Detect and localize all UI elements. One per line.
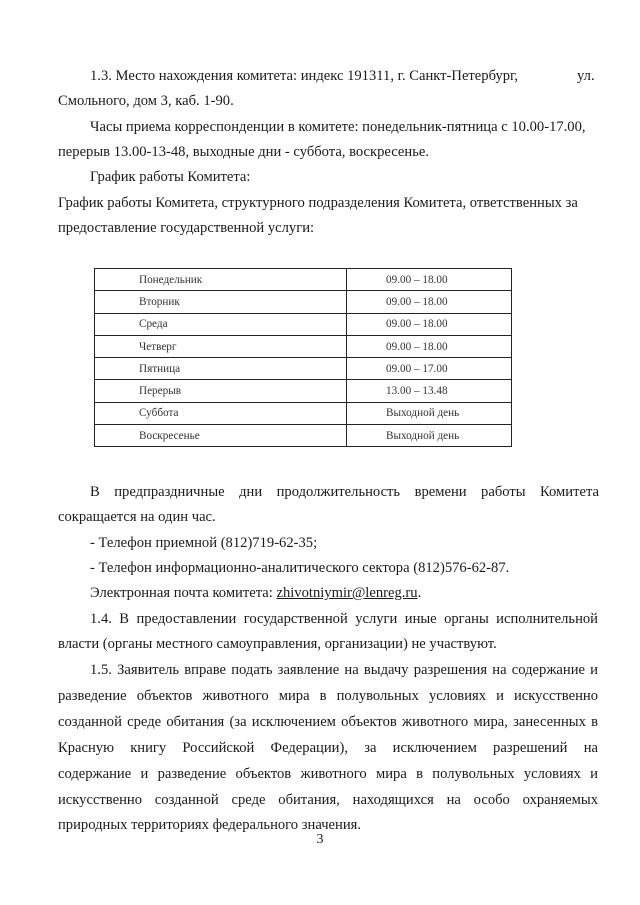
holiday-line-1: В предпраздничные дни продолжительность времени работы Комитета bbox=[90, 484, 599, 500]
p15-line-2: разведение объектов животного мира в полувольных условиях и искусственно bbox=[58, 688, 598, 704]
schedule-day: Перерыв bbox=[95, 380, 347, 402]
schedule-row bbox=[95, 425, 512, 447]
email-label: Электронная почта комитета: bbox=[90, 585, 277, 601]
schedule-row bbox=[95, 358, 512, 380]
p14-line-1: 1.4. В предоставлении государственной услуги иные органы исполнительной bbox=[90, 611, 598, 627]
email-link[interactable]: zhivotniymir@lenreg.ru bbox=[276, 585, 418, 601]
schedule-intro-line-2: предоставление государственной услуги: bbox=[58, 220, 315, 236]
address-street-abbr: ул. bbox=[577, 68, 595, 84]
schedule-time: 09.00 – 18.00 bbox=[347, 291, 512, 313]
p15-line-5: содержание и разведение объектов животного мира в полувольных условиях и bbox=[58, 766, 598, 782]
schedule-row bbox=[95, 380, 512, 402]
email-line bbox=[90, 584, 421, 602]
address-line-1 bbox=[90, 67, 518, 85]
schedule-row bbox=[95, 335, 512, 357]
p15-line-6: искусственно созданной среде обитания, находящихся на особо охраняемых bbox=[58, 792, 598, 808]
p15-line-3: созданной среде обитания (за исключением объектов животного мира, занесенных в bbox=[58, 714, 598, 730]
schedule-time: Выходной день bbox=[347, 425, 512, 447]
schedule-time: Выходной день bbox=[347, 402, 512, 424]
p14-line-2: власти (органы местного самоуправления, организации) не участвуют. bbox=[58, 636, 497, 652]
schedule-time: 09.00 – 18.00 bbox=[347, 313, 512, 335]
schedule-time: 09.00 – 18.00 bbox=[347, 335, 512, 357]
schedule-intro-line-1: График работы Комитета, структурного подразделения Комитета, ответственных за bbox=[58, 195, 578, 211]
schedule-row bbox=[95, 313, 512, 335]
schedule-time: 09.00 – 17.00 bbox=[347, 358, 512, 380]
schedule-day: Вторник bbox=[95, 291, 347, 313]
page-number: 3 bbox=[316, 832, 324, 847]
hours-line-1: Часы приема корреспонденции в комитете: понедельник-пятница с 10.00-17.00, bbox=[90, 119, 586, 135]
schedule-time: 13.00 – 13.48 bbox=[347, 380, 512, 402]
schedule-row bbox=[95, 291, 512, 313]
schedule-heading: График работы Комитета: bbox=[90, 169, 251, 185]
schedule-day: Понедельник bbox=[95, 269, 347, 291]
address-line-2: Смольного, дом 3, каб. 1-90. bbox=[58, 93, 234, 109]
schedule-day: Четверг bbox=[95, 335, 347, 357]
phone-reception: - Телефон приемной (812)719-62-35; bbox=[90, 535, 318, 551]
schedule-day: Воскресенье bbox=[95, 425, 347, 447]
schedule-time: 09.00 – 18.00 bbox=[347, 269, 512, 291]
schedule-day: Среда bbox=[95, 313, 347, 335]
phone-info-sector: - Телефон информационно-аналитического сектора (812)576-62-87. bbox=[90, 560, 510, 576]
schedule-day: Пятница bbox=[95, 358, 347, 380]
p15-line-4: Красную книгу Российской Федерации), за исключением разрешений на bbox=[58, 740, 598, 756]
p15-line-1: 1.5. Заявитель вправе подать заявление на выдачу разрешения на содержание и bbox=[90, 662, 598, 678]
schedule-row bbox=[95, 402, 512, 424]
schedule-row bbox=[95, 269, 512, 291]
address-text: 1.3. Место нахождения комитета: индекс 191311, г. Санкт-Петербург, bbox=[90, 68, 519, 84]
hours-line-2: перерыв 13.00-13-48, выходные дни - суббота, воскресенье. bbox=[58, 144, 429, 160]
p15-line-7: природных территориях федерального значения. bbox=[58, 817, 362, 833]
schedule-day: Суббота bbox=[95, 402, 347, 424]
email-period: . bbox=[417, 585, 422, 601]
holiday-line-2: сокращается на один час. bbox=[58, 509, 216, 525]
work-schedule-table bbox=[94, 268, 512, 447]
